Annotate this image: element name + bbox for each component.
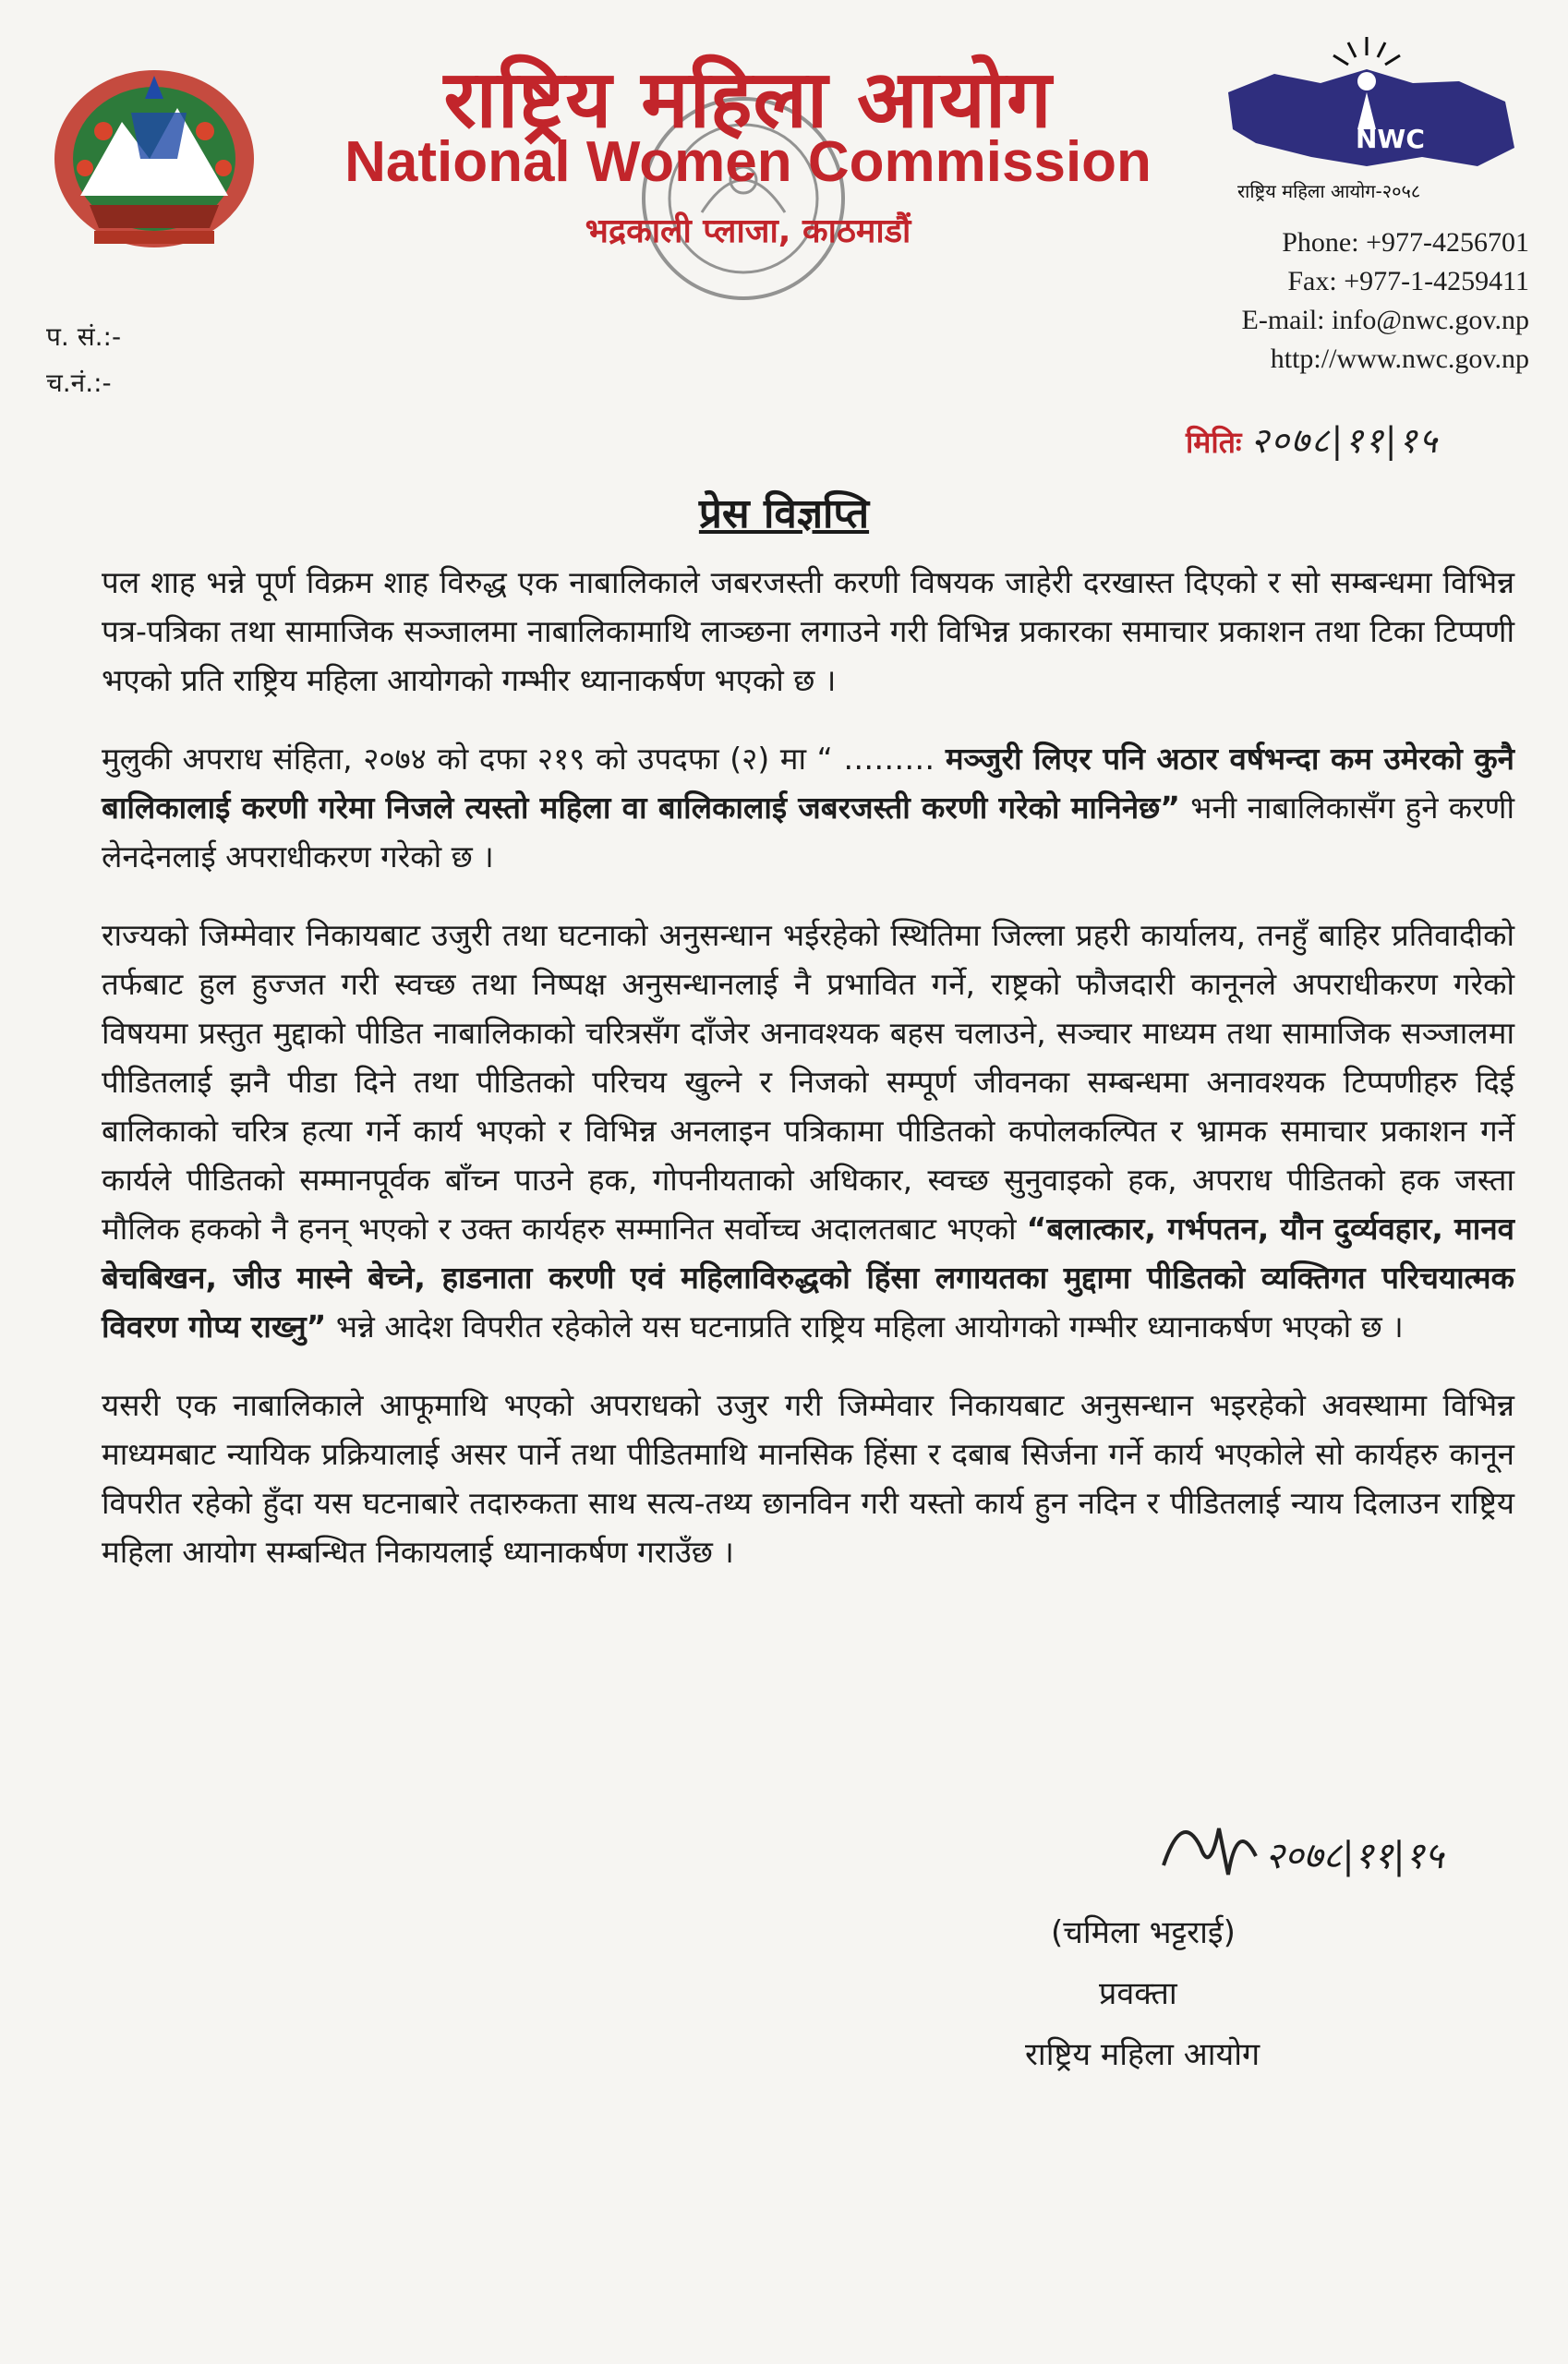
reference-numbers bbox=[46, 314, 121, 406]
paragraph-2-intro: मुलुकी अपराध संहिता, २०७४ को दफा २१९ को उपदफा (२) मा “ ……… bbox=[102, 741, 946, 777]
paragraph-2 bbox=[102, 734, 1514, 881]
signatory-block bbox=[1025, 1902, 1413, 2085]
paragraph-3-quote: “बलात्कार, गर्भपतन, यौन दुर्व्यवहार, मानव बेचबिखन, जीउ मास्ने बेच्ने, हाडनाता करणी एवं महिलाविरुद्धको हिंसा लगायतका मुद्दामा पीडितको व्यक्तिगत परिचयात्मक विवरण गोप्य राख्नु” bbox=[102, 1211, 1514, 1345]
email-address[interactable]: E-mail: info@nwc.gov.np bbox=[1241, 305, 1529, 335]
paragraph-2-quote: मञ्जुरी लिएर पनि अठार वर्षभन्दा कम उमेरको कुनै बालिकालाई करणी गरेमा निजले त्यस्तो महिला वा बालिकालाई जबरजस्ती करणी गरेको मानिनेछ” bbox=[102, 741, 1515, 826]
paragraph-3-end: भन्ने आदेश विपरीत रहेकोले यस घटनाप्रति राष्ट्रिय महिला आयोगको गम्भीर ध्यानाकर्षण भएको छ । bbox=[326, 1309, 1404, 1345]
contact-block bbox=[1141, 223, 1529, 379]
paragraph-3 bbox=[102, 911, 1514, 1351]
signature-date: २०७८|११|१५ bbox=[1265, 1835, 1444, 1877]
signatory-name: (चमिला भट्टराई) bbox=[1051, 1914, 1236, 1951]
nwc-logo-letters: NWC bbox=[1356, 124, 1425, 154]
date-label: मितिः bbox=[1186, 425, 1242, 460]
paragraph-4: यसरी एक नाबालिकाले आफूमाथि भएको अपराधको उजुर गरी जिम्मेवार निकायबाट अनुसन्धान भइरहेको अवस्थामा विभिन्न माध्यमबाट न्यायिक प्रक्रियालाई असर पार्ने तथा पीडितमाथि मानसिक हिंसा र दबाब सिर्जना गर्ने कार्य भएकोले सो कार्यहरु कानून विपरीत रहेको हुँदा यस घटनाबारे तदारुकता साथ सत्य-तथ्य छानविन गरी यस्तो कार्य हुन नदिन र पीडितलाई न्याय दिलाउन राष्ट्रिय महिला आयोग सम्बन्धित निकायलाई ध्यानाकर्षण गराउँछ । bbox=[102, 1387, 1514, 1570]
org-address: भद्रकाली प्लाजा, काठमाडौं bbox=[585, 212, 911, 250]
paragraph-1: पल शाह भन्ने पूर्ण विक्रम शाह विरुद्ध एक नाबालिकाले जबरजस्ती करणी विषयक जाहेरी दरखास्त दिएको र सो सम्बन्धमा विभिन्न पत्र-पत्रिका तथा सामाजिक सञ्जालमा नाबालिकामाथि लाञ्छना लगाउने गरी विभिन्न प्रकारका समाचार प्रकाशन तथा टिका टिप्पणी भएको प्रति राष्ट्रिय महिला आयोगको गम्भीर ध्यानाकर्षण भएको छ । bbox=[102, 564, 1514, 698]
phone-number: Phone: +977-4256701 bbox=[1282, 227, 1529, 258]
dispatch-number: च.नं.:- bbox=[46, 368, 112, 398]
nwc-logo-caption: राष्ट्रिय महिला आयोग-२०५८ bbox=[1237, 180, 1421, 202]
letter-number: प. सं.:- bbox=[46, 321, 122, 352]
signatory-role: प्रवक्ता bbox=[1099, 1975, 1177, 2012]
paragraph-3-intro: राज्यको जिम्मेवार निकायबाट उजुरी तथा घटनाको अनुसन्धान भईरहेको स्थितिमा जिल्ला प्रहरी कार्यालय, तनहुँ बाहिर प्रतिवादीको तर्फबाट हुल हुज्जत गरी स्वच्छ तथा निष्पक्ष अनुसन्धानलाई नै प्रभावित गर्ने, राष्ट्रको फौजदारी कानूनले अपराधीकरण गरेको विषयमा प्रस्तुत मुद्दाको पीडित नाबालिकाको चरित्रसँग दाँजेर अनावश्यक बहस चलाउने, सञ्चार माध्यम तथा सामाजिक सञ्जालमा पीडितलाई झनै पीडा दिने तथा पीडितको परिचय खुल्ने र निजको सम्पूर्ण जीवनका सम्बन्धमा अनावश्यक टिप्पणीहरु दिई बालिकाको चरित्र हत्या गर्ने कार्य भएको र विभिन्न अनलाइन पत्रिकामा पीडितको कपोलकल्पित र भ्रामक समाचार प्रकाशन गर्ने कार्यले पीडितको सम्मानपूर्वक बाँच्न पाउने हक, गोपनीयताको अधिकार, स्वच्छ सुनुवाइको हक, अपराध पीडितको हक जस्ता मौलिक हकको नै हनन् भएको र उक्त कार्यहरु सम्मानित सर्वोच्च अदालतबाट भएको bbox=[102, 917, 1514, 1247]
org-title-nepali: राष्ट्रिय महिला आयोग bbox=[443, 54, 1053, 146]
press-release-body bbox=[102, 558, 1514, 1606]
signatory-org: राष्ट्रिय महिला आयोग bbox=[1025, 2036, 1260, 2073]
org-title-english: National Women Commission bbox=[344, 130, 1152, 194]
nepal-emblem-icon bbox=[48, 57, 260, 251]
paragraph-2-end: भनी नाबालिकासँग हुने करणी लेनदेनलाई अपराधीकरण गरेको छ । bbox=[102, 790, 1514, 874]
date-line bbox=[1186, 416, 1439, 464]
fax-number: Fax: +977-1-4259411 bbox=[1287, 266, 1529, 296]
website-link[interactable]: http://www.nwc.gov.np bbox=[1270, 344, 1529, 374]
nwc-map-logo-icon bbox=[1219, 28, 1524, 203]
date-value: २०७८|११|१५ bbox=[1250, 420, 1440, 461]
page-title: प्रेस विज्ञप्ति bbox=[698, 490, 870, 537]
